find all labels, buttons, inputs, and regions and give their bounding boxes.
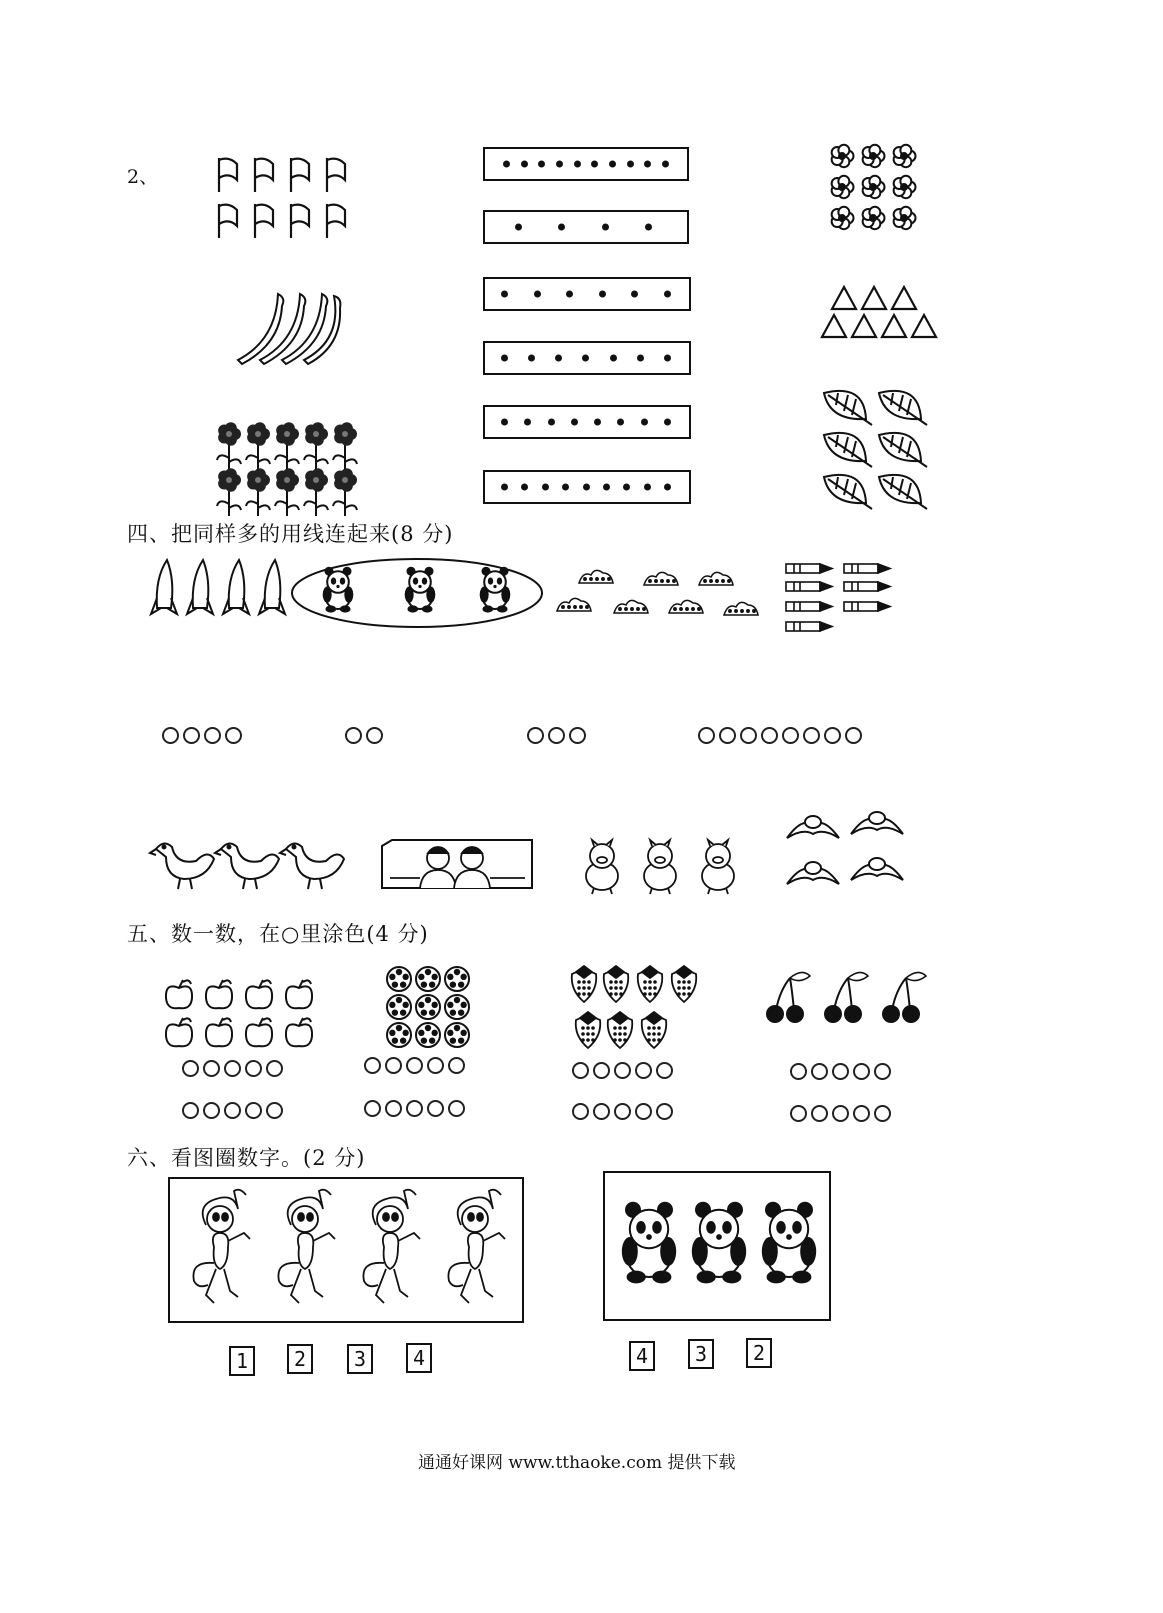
dot-box	[483, 341, 691, 375]
answer-circle[interactable]	[182, 1102, 199, 1119]
balls-icon	[385, 965, 475, 1050]
answer-circles[interactable]	[572, 1062, 677, 1079]
answer-circle[interactable]	[761, 727, 778, 744]
answer-circle[interactable]	[593, 1062, 610, 1079]
dot	[623, 484, 630, 491]
dot	[524, 419, 531, 426]
strawberries-icon	[568, 960, 700, 1052]
dot	[555, 355, 562, 362]
dot	[556, 161, 563, 168]
answer-circle[interactable]	[245, 1102, 262, 1119]
answer-circle[interactable]	[427, 1057, 444, 1074]
pigs-icon	[572, 838, 744, 896]
answer-circles[interactable]	[182, 1102, 287, 1119]
answer-circle[interactable]	[364, 1057, 381, 1074]
dot	[538, 161, 545, 168]
birds-icon	[783, 800, 911, 892]
rockets-icon	[145, 558, 273, 618]
answer-circle[interactable]	[656, 1062, 673, 1079]
answer-circle[interactable]	[385, 1100, 402, 1117]
question-number: 2、	[127, 166, 159, 188]
answer-circle[interactable]	[572, 1062, 589, 1079]
answer-circle[interactable]	[364, 1100, 381, 1117]
clouds-icon	[555, 565, 770, 621]
dot	[662, 161, 669, 168]
answer-circle[interactable]	[614, 1103, 631, 1120]
apples-icon	[163, 972, 318, 1052]
dot	[610, 355, 617, 362]
dot	[562, 484, 569, 491]
answer-circle[interactable]	[656, 1103, 673, 1120]
monkeys-icon	[178, 1185, 518, 1315]
answer-circle[interactable]	[853, 1105, 870, 1122]
answer-circle[interactable]	[832, 1063, 849, 1080]
bananas-icon	[228, 288, 348, 366]
pandas-icon	[613, 1201, 823, 1293]
dot-box	[483, 470, 691, 504]
dot	[515, 224, 522, 231]
answer-circle[interactable]	[245, 1060, 262, 1077]
dot	[664, 291, 671, 298]
answer-circle[interactable]	[845, 727, 862, 744]
answer-circle[interactable]	[698, 727, 715, 744]
answer-circle[interactable]	[182, 1060, 199, 1077]
answer-circle[interactable]	[635, 1103, 652, 1120]
dot	[503, 161, 510, 168]
answer-circle[interactable]	[874, 1063, 891, 1080]
dot	[602, 224, 609, 231]
dot	[641, 419, 648, 426]
section-heading: 五、数一数，在○里涂色(4 分)	[127, 922, 429, 946]
answer-circle[interactable]	[203, 1102, 220, 1119]
number-choice[interactable]: 4	[406, 1343, 432, 1373]
answer-circles[interactable]	[182, 1060, 287, 1077]
answer-circle[interactable]	[366, 727, 383, 744]
dot-box	[483, 405, 691, 439]
answer-circles[interactable]	[364, 1100, 469, 1117]
answer-circle[interactable]	[572, 1103, 589, 1120]
dot	[603, 484, 610, 491]
answer-circle[interactable]	[203, 1060, 220, 1077]
answer-circle[interactable]	[874, 1105, 891, 1122]
dot	[594, 419, 601, 426]
section-heading: 四、把同样多的用线连起来(8 分)	[127, 522, 454, 546]
flags-icon	[215, 152, 365, 247]
dot	[574, 161, 581, 168]
dot	[644, 484, 651, 491]
answer-circles[interactable]	[790, 1063, 895, 1080]
answer-circle[interactable]	[385, 1057, 402, 1074]
dot	[542, 484, 549, 491]
answer-circles[interactable]	[364, 1057, 469, 1074]
dot	[599, 291, 606, 298]
dot	[528, 355, 535, 362]
answer-circle[interactable]	[224, 1060, 241, 1077]
answer-circle[interactable]	[824, 727, 841, 744]
dot	[548, 419, 555, 426]
dot	[521, 161, 528, 168]
answer-circle[interactable]	[853, 1063, 870, 1080]
dot	[501, 484, 508, 491]
dot-box	[483, 277, 691, 311]
dot	[664, 419, 671, 426]
children-icon	[380, 838, 535, 890]
number-choice[interactable]: 2	[746, 1338, 772, 1368]
answer-circle[interactable]	[614, 1062, 631, 1079]
answer-circle[interactable]	[266, 1060, 283, 1077]
answer-circle[interactable]	[635, 1062, 652, 1079]
answer-circle[interactable]	[448, 1100, 465, 1117]
blossoms-icon	[828, 142, 920, 234]
circle-group[interactable]	[345, 727, 387, 744]
answer-circle[interactable]	[832, 1105, 849, 1122]
answer-circle[interactable]	[406, 1057, 423, 1074]
dot	[637, 355, 644, 362]
dot	[591, 161, 598, 168]
pandas-picture-frame	[603, 1171, 831, 1321]
dot	[664, 484, 671, 491]
answer-circle[interactable]	[790, 1063, 807, 1080]
leaves-icon	[818, 381, 933, 506]
hens-icon	[148, 835, 348, 893]
answer-circle[interactable]	[204, 727, 221, 744]
answer-circle[interactable]	[224, 1102, 241, 1119]
dot	[645, 224, 652, 231]
dot	[627, 161, 634, 168]
dot-box	[483, 147, 689, 181]
pencils-icon	[782, 560, 892, 638]
answer-circle[interactable]	[183, 727, 200, 744]
answer-circle[interactable]	[811, 1063, 828, 1080]
answer-circles[interactable]	[572, 1103, 677, 1120]
dot	[501, 355, 508, 362]
dot	[521, 484, 528, 491]
dot	[664, 355, 671, 362]
flowers-icon	[215, 420, 360, 512]
answer-circle[interactable]	[803, 727, 820, 744]
number-choice[interactable]: 1	[229, 1346, 255, 1376]
dot	[609, 161, 616, 168]
footer-text: 通通好课网 www.tthaoke.com 提供下载	[418, 1453, 736, 1473]
answer-circle[interactable]	[225, 727, 242, 744]
answer-circle[interactable]	[593, 1103, 610, 1120]
dot	[617, 419, 624, 426]
answer-circle[interactable]	[569, 727, 586, 744]
circle-group[interactable]	[698, 727, 866, 744]
dot	[501, 419, 508, 426]
pandas-icon	[290, 558, 545, 630]
answer-circle[interactable]	[782, 727, 799, 744]
answer-circles[interactable]	[790, 1105, 895, 1122]
number-choice[interactable]: 3	[688, 1339, 714, 1369]
answer-circle[interactable]	[527, 727, 544, 744]
cherries-icon	[760, 970, 935, 1028]
number-choice[interactable]: 4	[629, 1341, 655, 1371]
answer-circle[interactable]	[406, 1100, 423, 1117]
dot	[534, 291, 541, 298]
number-choice[interactable]: 2	[287, 1344, 313, 1374]
circle-group[interactable]	[527, 727, 590, 744]
answer-circle[interactable]	[719, 727, 736, 744]
dot	[558, 224, 565, 231]
answer-circle[interactable]	[427, 1100, 444, 1117]
answer-circle[interactable]	[448, 1057, 465, 1074]
dot	[583, 484, 590, 491]
answer-circle[interactable]	[345, 727, 362, 744]
answer-circle[interactable]	[811, 1105, 828, 1122]
answer-circle[interactable]	[790, 1105, 807, 1122]
answer-circle[interactable]	[266, 1102, 283, 1119]
dot	[631, 291, 638, 298]
dot	[566, 291, 573, 298]
monkeys-picture-frame	[168, 1177, 524, 1323]
answer-circle[interactable]	[162, 727, 179, 744]
answer-circle[interactable]	[548, 727, 565, 744]
number-choice[interactable]: 3	[347, 1344, 373, 1374]
dot	[644, 161, 651, 168]
dot	[582, 355, 589, 362]
circle-group[interactable]	[162, 727, 246, 744]
dot-box	[483, 210, 689, 244]
dot	[571, 419, 578, 426]
answer-circle[interactable]	[740, 727, 757, 744]
triangles-icon	[820, 285, 942, 341]
section-heading: 六、看图圈数字。(2 分)	[127, 1146, 366, 1170]
dot	[501, 291, 508, 298]
